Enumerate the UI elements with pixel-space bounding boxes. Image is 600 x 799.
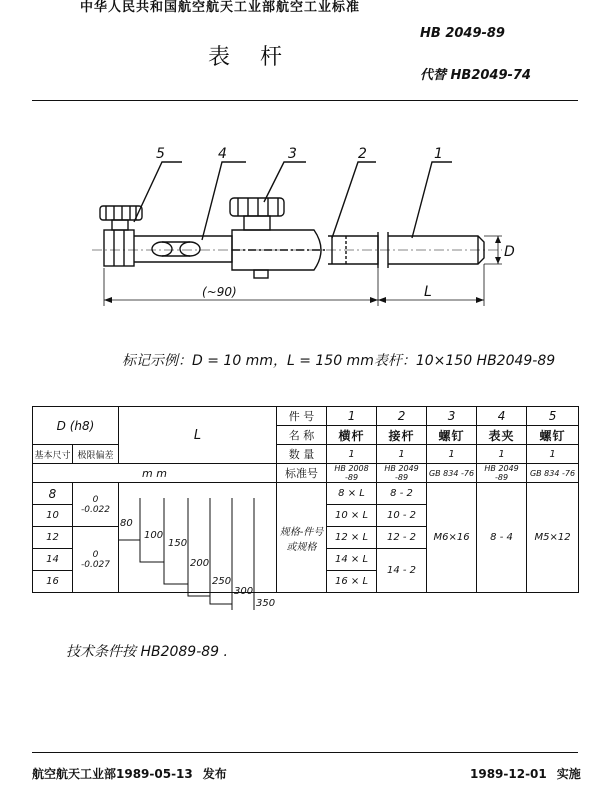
part-std-2: HB 2049 -89 (377, 464, 427, 483)
page-title: 表杆 (208, 45, 313, 70)
part-name-1: 横杆 (327, 426, 377, 445)
d-value-16: 16 (33, 571, 73, 593)
issue-line (32, 765, 227, 782)
issue-word: 发布 (202, 767, 227, 781)
standard-label: 标准号 (277, 464, 327, 483)
basic-size-label: 基本尺寸 (33, 445, 73, 464)
col2-spec-4: 14 - 2 (377, 549, 427, 593)
part5-clamp-body (104, 230, 134, 266)
callout-4: 4 (218, 146, 227, 162)
spec-table (32, 406, 579, 593)
callout-2: 2 (358, 146, 367, 162)
d-value-10: 10 (33, 505, 73, 527)
d-value-12: 12 (33, 527, 73, 549)
l-header: L (119, 407, 277, 464)
part-qty-2: 1 (377, 445, 427, 464)
issue-date: 航空航天工业部1989-05-13 (32, 767, 193, 781)
part-qty-3: 1 (427, 445, 477, 464)
part-std-5: GB 834 -76 (527, 464, 579, 483)
name-label: 名 称 (277, 426, 327, 445)
col2-spec-3: 12 - 2 (377, 527, 427, 549)
standard-body-title: 中华人民共和国航空航天工业部航空工业标准 (80, 0, 361, 15)
col1-spec-5: 16 × L (327, 571, 377, 593)
part-name-4: 表夹 (477, 426, 527, 445)
part-name-3: 螺钉 (427, 426, 477, 445)
callout-5: 5 (156, 146, 165, 162)
col1-spec-3: 12 × L (327, 527, 377, 549)
col5-spec: M5×12 (527, 483, 579, 593)
part-no-1: 1 (327, 407, 377, 426)
marking-example: 标记示例：D = 10 mm，L = 150 mm表杆：10×150 HB2049-89 (122, 353, 556, 369)
part-qty-5: 1 (527, 445, 579, 464)
unit-mm: m m (33, 464, 277, 483)
spec-label: 规格-件号 或规格 (277, 483, 327, 593)
dial-rod-drawing (32, 140, 578, 320)
l-values (120, 518, 275, 609)
technical-conditions-note: 技术条件按 HB2089-89 . (66, 644, 228, 660)
footer-rule (32, 752, 578, 753)
l-availability-chart (118, 498, 276, 610)
part4-clamp-arm (134, 236, 232, 262)
part-qty-4: 1 (477, 445, 527, 464)
implementation-date: 1989-12-01 (470, 767, 547, 781)
d-value-8: 8 (33, 483, 73, 505)
implementation-word: 实施 (556, 767, 581, 781)
l-value-100: 100 (144, 530, 164, 541)
l-value-350: 350 (256, 598, 276, 609)
col2-spec-2: 10 - 2 (377, 505, 427, 527)
part-name-5: 螺钉 (527, 426, 579, 445)
col1-spec-4: 14 × L (327, 549, 377, 571)
part-name-2: 接杆 (377, 426, 427, 445)
callout-3: 3 (288, 146, 297, 162)
header-rule (32, 100, 578, 101)
part-qty-1: 1 (327, 445, 377, 464)
col1-spec-1: 8 × L (327, 483, 377, 505)
part-std-4: HB 2049 -89 (477, 464, 527, 483)
col4-spec: 8 - 4 (477, 483, 527, 593)
d-value-14: 14 (33, 549, 73, 571)
dim-L: L (424, 284, 432, 300)
part-no-label: 件 号 (277, 407, 327, 426)
tolerance-group-1: 0 -0.022 (73, 483, 119, 527)
l-value-200: 200 (190, 558, 210, 569)
col3-spec: M6×16 (427, 483, 477, 593)
tolerance-label: 极限偏差 (73, 445, 119, 464)
qty-label: 数 量 (277, 445, 327, 464)
implementation-line (470, 765, 581, 782)
dim-D: D (504, 244, 515, 260)
standard-number: HB 2049-89 (420, 26, 505, 41)
dim-length-90: (~90) (202, 285, 237, 299)
part-std-3: GB 834 -76 (427, 464, 477, 483)
l-value-300: 300 (234, 586, 254, 597)
part-std-1: HB 2008 -89 (327, 464, 377, 483)
tolerance-group-2: 0 -0.027 (73, 527, 119, 593)
callout-1: 1 (434, 146, 443, 162)
col1-spec-2: 10 × L (327, 505, 377, 527)
d-header: D (h8) (33, 407, 119, 445)
l-value-80: 80 (120, 518, 133, 529)
part-no-5: 5 (527, 407, 579, 426)
l-value-150: 150 (168, 538, 188, 549)
replaces-standard: 代替 HB2049-74 (420, 68, 531, 83)
l-value-250: 250 (212, 576, 232, 587)
part-no-2: 2 (377, 407, 427, 426)
part-no-4: 4 (477, 407, 527, 426)
part-no-3: 3 (427, 407, 477, 426)
col2-spec-1: 8 - 2 (377, 483, 427, 505)
